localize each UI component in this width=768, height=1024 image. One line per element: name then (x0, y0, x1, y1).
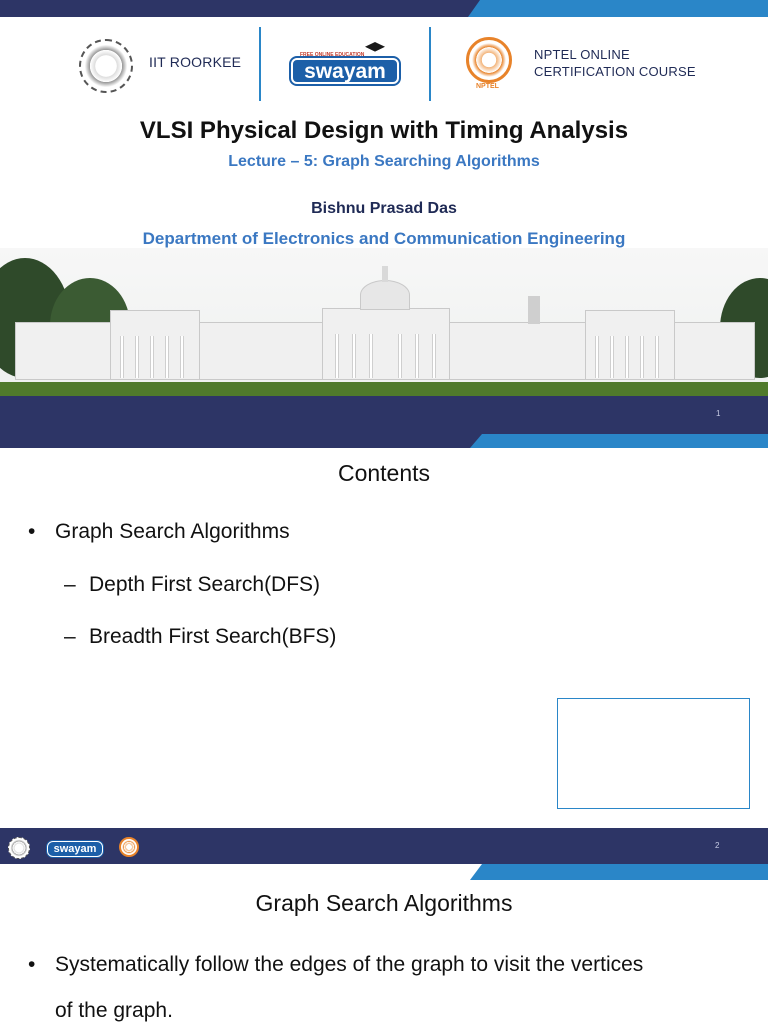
column (655, 336, 659, 378)
title-slide (0, 0, 768, 448)
footer-accent (470, 434, 768, 448)
column (369, 334, 373, 378)
campus-building-photo (0, 248, 768, 396)
empty-text-box (557, 698, 750, 809)
column (335, 334, 339, 378)
iit-roorkee-seal-icon (79, 39, 133, 93)
course-title: VLSI Physical Design with Timing Analysis (139, 117, 629, 144)
column (595, 336, 599, 378)
graph-search-slide (0, 880, 768, 1024)
swayam-logo: swayam (291, 58, 399, 84)
nptel-logo-icon (466, 37, 512, 83)
graduation-cap-icon (365, 42, 385, 54)
sub-bullet-text: Depth First Search(DFS) (89, 573, 321, 596)
iit-roorkee-seal-icon (8, 837, 30, 859)
nptel-line2: CERTIFICATION COURSE (534, 64, 696, 79)
bullet-marker: • (28, 953, 36, 976)
top-bar (0, 0, 768, 17)
sub-bullet-marker: – (64, 625, 76, 648)
nptel-logo-icon (119, 837, 139, 857)
nptel-logo-text: NPTEL (476, 83, 499, 90)
sub-bullet-marker: – (64, 573, 76, 596)
swayam-logo-small: swayam (47, 841, 103, 857)
swayam-tagline: FREE ONLINE EDUCATION (300, 52, 365, 58)
header-divider (259, 27, 261, 101)
logo-row (0, 27, 768, 105)
institute-name: IIT ROORKEE (149, 54, 242, 70)
lecture-title: Lecture – 5: Graph Searching Algorithms (228, 153, 540, 170)
tower (528, 296, 540, 324)
sub-bullet-text: Breadth First Search(BFS) (89, 625, 337, 648)
column (415, 334, 419, 378)
column (165, 336, 169, 378)
column (135, 336, 139, 378)
bullet-text: Graph Search Algorithms (55, 520, 290, 543)
nptel-line1: NPTEL ONLINE (534, 47, 630, 62)
page-number: 2 (715, 841, 720, 850)
bullet-text-line2: of the graph. (55, 999, 173, 1022)
column (625, 336, 629, 378)
column (398, 334, 402, 378)
slide2-footer-bar (0, 828, 768, 864)
graph-search-heading: Graph Search Algorithms (255, 890, 513, 916)
header-divider-2 (429, 27, 431, 101)
column (640, 336, 644, 378)
building-center (322, 308, 450, 380)
column (120, 336, 124, 378)
building-dome (360, 280, 410, 310)
contents-slide (0, 448, 768, 880)
author-name: Bishnu Prasad Das (311, 200, 457, 217)
department-name: Department of Electronics and Communication Engineering (142, 229, 626, 248)
footer-accent (470, 864, 768, 880)
top-bar-accent (468, 0, 768, 17)
column (352, 334, 356, 378)
column (610, 336, 614, 378)
column (150, 336, 154, 378)
bullet-marker: • (28, 520, 36, 543)
lawn (0, 382, 768, 396)
bullet-text-line1: Systematically follow the edges of the graph to visit the vertices (55, 953, 644, 976)
column (180, 336, 184, 378)
column (432, 334, 436, 378)
page-number: 1 (716, 409, 721, 418)
dome-spire (382, 266, 388, 282)
contents-heading: Contents (337, 460, 431, 486)
